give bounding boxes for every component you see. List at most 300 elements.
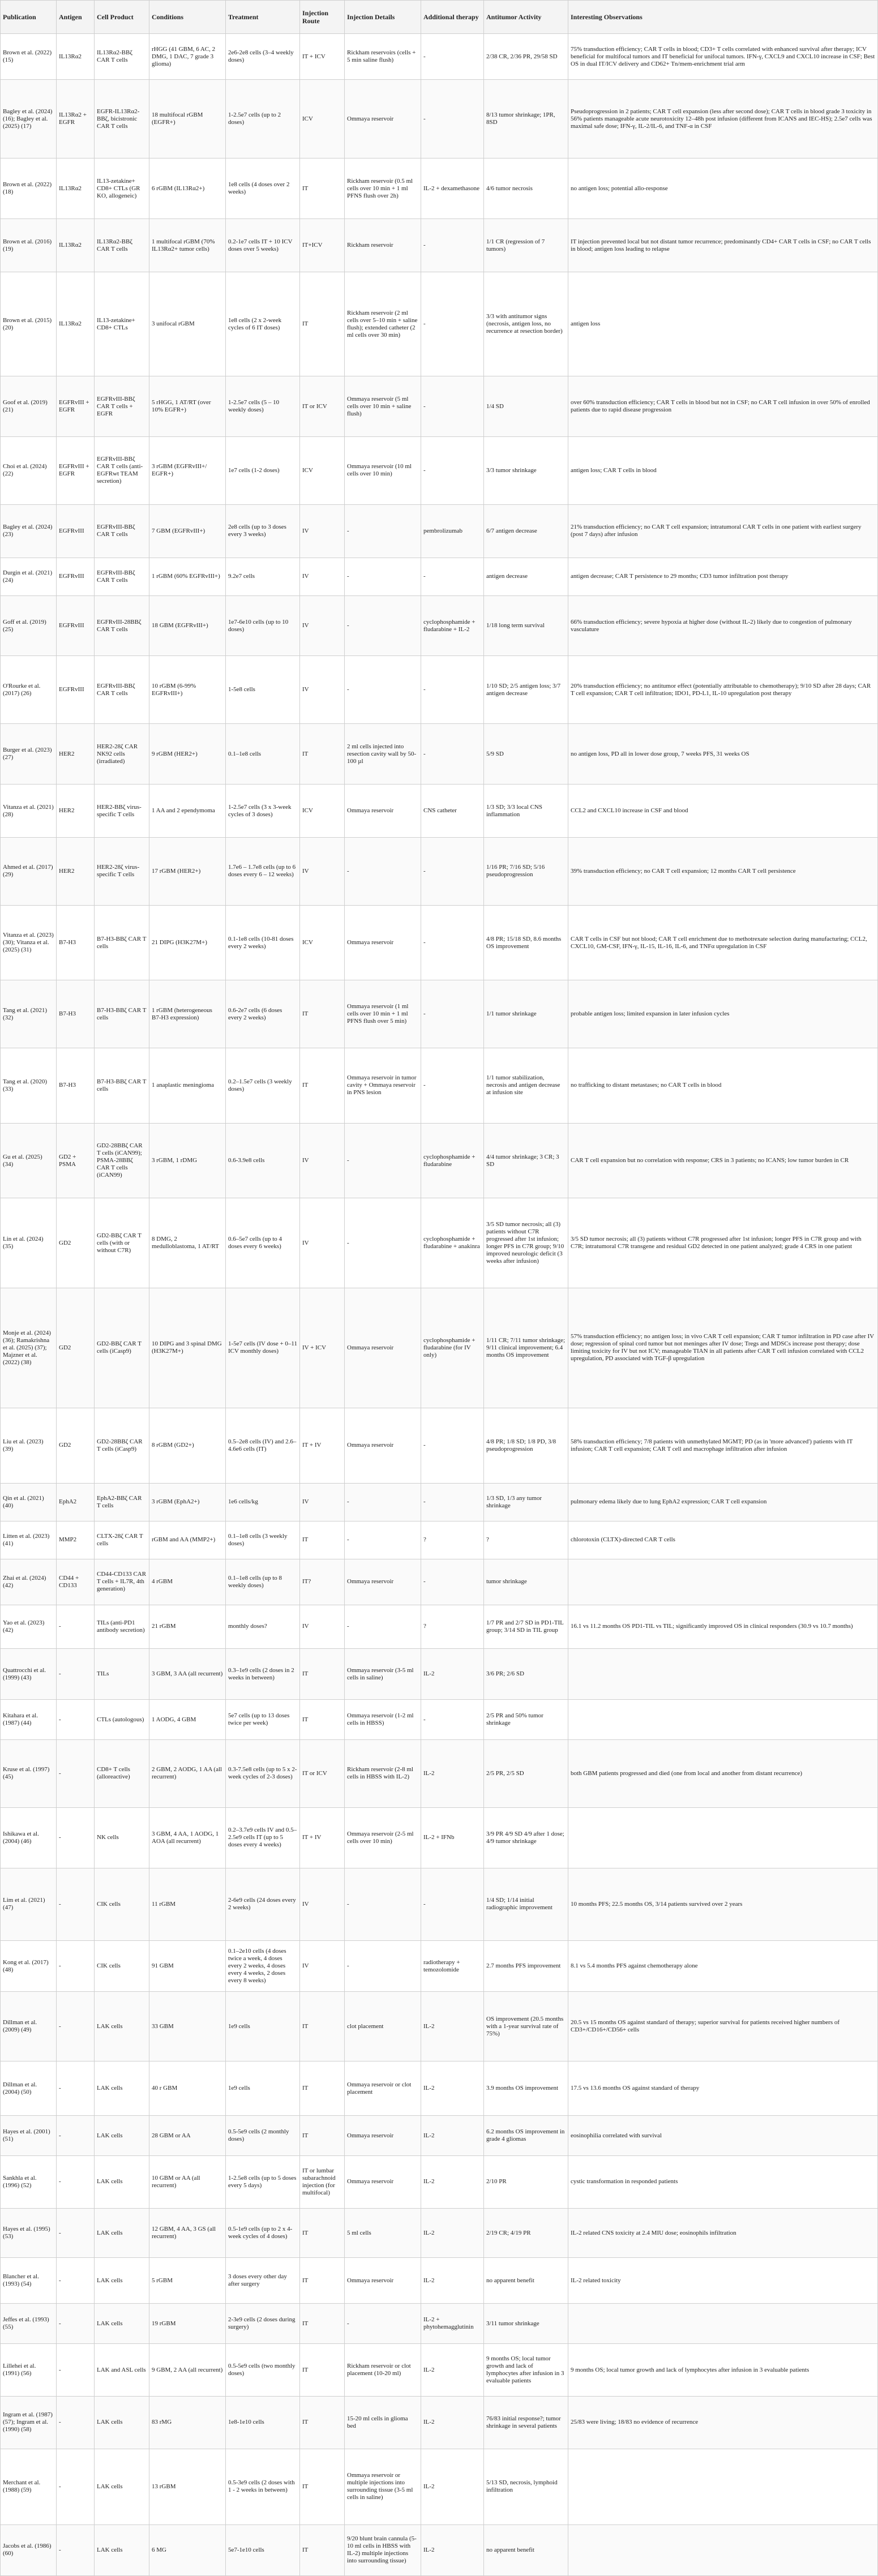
cell-conditions: 5 rGBM [149,2258,226,2304]
cell-publication: Qin et al. (2021) (40) [1,1483,57,1521]
cell-conditions: 9 GBM, 2 AA (all recurrent) [149,2344,226,2397]
cell-antitumor-activity: antigen decrease [484,558,568,595]
cell-antigen: CD44 + CD133 [57,1559,95,1605]
cell-antitumor-activity: 2/5 PR and 50% tumor shrinkage [484,1700,568,1740]
cell-injection-details: Rickham reservoir or clot placement (10-20 ml) [345,2344,421,2397]
cell-antitumor-activity: 5/9 SD [484,724,568,785]
cell-injection-route: IV [300,1605,345,1648]
cell-injection-route: IT [300,1521,345,1559]
cell-treatment: 0.1-1e8 cells (10-81 doses every 2 weeks) [226,905,300,980]
cell-antitumor-activity: 4/4 tumor shrinkage; 3 CR; 3 SD [484,1123,568,1198]
cell-conditions: 9 rGBM (HER2+) [149,724,226,785]
cell-cell-product: TILs [95,1649,149,1700]
cell-antigen: - [57,1700,95,1740]
cell-treatment: 0.1–1e8 cells [226,724,300,785]
cell-treatment: 2e6-2e8 cells (3–4 weekly doses) [226,34,300,80]
cell-publication: Bagley et al. (2024) (16); Bagley et al. (2025) (17) [1,80,57,158]
cell-injection-details: - [345,1198,421,1288]
table-row [1,80,878,158]
cell-conditions: 91 GBM [149,1941,226,1992]
cell-treatment: 0.3-7.5e8 cells (up to 5 x 2-week cycles of 2-3 doses) [226,1739,300,1807]
cell-cell-product: LAK cells [95,2304,149,2344]
cell-publication: Merchant et al. (1988) (59) [1,2449,57,2524]
cell-injection-details: - [345,838,421,906]
table-row [1,724,878,785]
cell-cell-product: GD2-BBζ CAR T cells (with or without C7R) [95,1198,149,1288]
column-header-conditions: Conditions [149,1,226,34]
cell-publication: Jeffes et al. (1993) (55) [1,2304,57,2344]
cell-interesting-observations: 8.1 vs 5.4 months PFS against chemotherapy alone [568,1941,878,1992]
cell-injection-details: - [345,1483,421,1521]
cell-additional-therapy: pembrolizumab [421,504,484,558]
cell-interesting-observations: 39% transduction efficiency; no CAR T cell expansion; 12 months CAR T cell persistence [568,838,878,906]
table-row [1,656,878,724]
cell-antitumor-activity: 3/3 with antitumor signs (necrosis, antigen loss, no recurrence at resection border) [484,272,568,376]
cell-publication: Litten et al. (2023) (41) [1,1521,57,1559]
cell-cell-product: B7-H3-BBζ CAR T cells [95,980,149,1048]
cell-cell-product: LAK cells [95,2061,149,2116]
table-row [1,1807,878,1868]
cell-additional-therapy: - [421,80,484,158]
cell-injection-route: IT [300,2396,345,2449]
cell-additional-therapy: IL-2 [421,2344,484,2397]
cell-conditions: rHGG (41 GBM, 6 AC, 2 DMG, 1 DAC, 7 grade 3 glioma) [149,34,226,80]
cell-injection-route: IT + IV [300,1807,345,1868]
cell-antitumor-activity: 2/5 PR, 2/5 SD [484,1739,568,1807]
cell-publication: Ishikawa et al. (2004) (46) [1,1807,57,1868]
table-row [1,436,878,504]
table-row [1,2304,878,2344]
cell-injection-route: IT [300,1992,345,2061]
cell-additional-therapy: - [421,1048,484,1124]
cell-publication: Kong et al. (2017) (48) [1,1941,57,1992]
cell-conditions: 21 DIPG (H3K27M+) [149,905,226,980]
cell-interesting-observations: antigen loss; CAR T cells in blood [568,436,878,504]
column-header-injection-details: Injection Details [345,1,421,34]
cell-publication: Vitanza et al. (2021) (28) [1,785,57,838]
cell-treatment: 0.1–1e8 cells (up to 8 weekly doses) [226,1559,300,1605]
cell-injection-details: - [345,656,421,724]
cell-antitumor-activity: 1/3 SD, 1/3 any tumor shrinkage [484,1483,568,1521]
table-row [1,504,878,558]
cell-antitumor-activity: 3/9 PR 4/9 SD 4/9 after 1 dose; 4/9 tumor shrinkage [484,1807,568,1868]
cell-antigen: HER2 [57,785,95,838]
cell-conditions: 2 GBM, 2 AODG, 1 AA (all recurrent) [149,1739,226,1807]
cell-interesting-observations: no antigen loss, PD all in lower dose group, 7 weeks PFS, 31 weeks OS [568,724,878,785]
cell-antigen: - [57,1807,95,1868]
cell-additional-therapy: cyclophosphamide + fludarabine [421,1123,484,1198]
cell-antigen: IL13Rα2 [57,219,95,272]
cell-publication: Bagley et al. (2024) (23) [1,504,57,558]
cell-cell-product: TILs (anti-PD1 antibody secretion) [95,1605,149,1648]
cell-publication: Tang et al. (2021) (32) [1,980,57,1048]
cell-conditions: 1 rGBM (60% EGFRvIII+) [149,558,226,595]
cell-interesting-observations: eosinophilia correlated with survival [568,2116,878,2156]
cell-interesting-observations: CCL2 and CXCL10 increase in CSF and blood [568,785,878,838]
cell-conditions: 4 rGBM [149,1559,226,1605]
cell-additional-therapy: IL-2 + IFNb [421,1807,484,1868]
cell-publication: Hayes et al. (2001) (51) [1,2116,57,2156]
cell-publication: Brown et al. (2022) (18) [1,158,57,219]
cell-additional-therapy: IL-2 + dexamethasone [421,158,484,219]
cell-injection-details: Ommaya reservoir (5 ml cells over 10 min + saline flush) [345,376,421,437]
cell-additional-therapy: cyclophosphamide + fludarabine (for IV only) [421,1288,484,1408]
cell-publication: Quattrocchi et al. (1999) (43) [1,1649,57,1700]
cell-treatment: 1.7e6 – 1.7e8 cells (up to 6 doses every 6 – 12 weeks) [226,838,300,906]
cell-cell-product: NK cells [95,1807,149,1868]
cell-antitumor-activity: 1/4 SD [484,376,568,437]
cell-antitumor-activity: 2/38 CR, 2/36 PR, 29/58 SD [484,34,568,80]
cell-antigen: HER2 [57,838,95,906]
cell-antitumor-activity: tumor shrinkage [484,1559,568,1605]
cell-injection-route: IT [300,1649,345,1700]
cell-cell-product: LAK cells [95,2116,149,2156]
cell-injection-details: Ommaya reservoir [345,2116,421,2156]
cell-additional-therapy: IL-2 [421,2156,484,2209]
cell-treatment: 1-2.5e8 cells (up to 5 doses every 5 days) [226,2156,300,2209]
cell-conditions: 3 unifocal rGBM [149,272,226,376]
cell-injection-details: Ommaya reservoir (3-5 ml cells in saline) [345,1649,421,1700]
cell-antitumor-activity: no apparent benefit [484,2524,568,2575]
cell-injection-details: - [345,595,421,656]
table-row [1,2116,878,2156]
cell-injection-details: Ommaya reservoir [345,1408,421,1484]
cell-cell-product: CLTX-28ζ CAR T cells [95,1521,149,1559]
cell-antigen: EGFRvIII [57,656,95,724]
cell-publication: Hayes et al. (1995) (53) [1,2208,57,2258]
table-row [1,595,878,656]
cell-publication: Goof et al. (2019) (21) [1,376,57,437]
cell-cell-product: LAK cells [95,2156,149,2209]
cell-treatment: 1e9 cells [226,2061,300,2116]
cell-conditions: 11 rGBM [149,1868,226,1941]
cell-interesting-observations: IL-2 related toxicity [568,2258,878,2304]
cell-treatment: 1-5e7 cells (IV dose + 0–11 ICV monthly doses) [226,1288,300,1408]
cell-publication: Brown et al. (2022) (15) [1,34,57,80]
cell-additional-therapy: - [421,838,484,906]
cell-antigen: - [57,2344,95,2397]
cell-interesting-observations: no antigen loss; potential allo-response [568,158,878,219]
cell-cell-product: HER2-28ζ virus-specific T cells [95,838,149,906]
cell-interesting-observations: 16.1 vs 11.2 months OS PD1-TIL vs TIL; significantly improved OS in clinical responders (30.9 vs 10.7 months) [568,1605,878,1648]
cell-cell-product: GD2-BBζ CAR T cells (iCasp9) [95,1288,149,1408]
cell-treatment: 0.2–1.5e7 cells (3 weekly doses) [226,1048,300,1124]
table-row [1,1649,878,1700]
cell-cell-product: IL13Rα2-BBζ CAR T cells [95,219,149,272]
cell-interesting-observations: 66% transduction efficiency; severe hypoxia at higher dose (without IL-2) likely due to congestion of pulmonary vasculature [568,595,878,656]
cell-antigen: EGFRvIII [57,504,95,558]
cell-antitumor-activity: 1/11 CR; 7/11 tumor shrinkage; 9/11 clinical improvement; 6.4 months OS improvement [484,1288,568,1408]
cell-publication: Lillehei et al. (1991) (56) [1,2344,57,2397]
cell-publication: Blancher et al. (1993) (54) [1,2258,57,2304]
cell-injection-route: IV [300,838,345,906]
cell-conditions: 1 rGBM (heterogeneous B7-H3 expression) [149,980,226,1048]
cell-publication: Durgin et al. (2021) (24) [1,558,57,595]
cell-treatment: 1e7-6e10 cells (up to 10 doses) [226,595,300,656]
cell-cell-product: EGFRvIII-BBζ CAR T cells [95,656,149,724]
cell-antitumor-activity: 1/1 tumor stabilization, necrosis and antigen decrease at infusion site [484,1048,568,1124]
column-header-publication: Publication [1,1,57,34]
cell-additional-therapy: IL-2 [421,2449,484,2524]
cell-conditions: 19 rGBM [149,2304,226,2344]
cell-cell-product: IL13Rα2-BBζ CAR T cells [95,34,149,80]
cell-antigen: IL13Rα2 [57,272,95,376]
cell-injection-details: 9/20 blunt brain cannula (5-10 ml cells in HBSS with IL-2) multiple injections into surrounding tissue) [345,2524,421,2575]
cell-injection-details: 5 ml cells [345,2208,421,2258]
cell-publication: O'Rourke et al. (2017) (26) [1,656,57,724]
cell-injection-details: Ommaya reservoir [345,1288,421,1408]
cell-injection-details: Ommaya reservoir in tumor cavity + Ommaya reservoir in PNS lesion [345,1048,421,1124]
cell-treatment: 0.5-5e9 cells (2 monthly doses) [226,2116,300,2156]
cell-treatment: 0.5-5e9 cells (two monthly doses) [226,2344,300,2397]
cell-cell-product: EGFRvIII-BBζ CAR T cells (anti-EGFRwt TEAM secretion) [95,436,149,504]
table-row [1,2061,878,2116]
cell-additional-therapy: - [421,34,484,80]
cell-cell-product: LAK cells [95,2396,149,2449]
cell-injection-details: clot placement [345,1992,421,2061]
table-body [1,34,878,2576]
cell-antitumor-activity: 1/3 SD; 3/3 local CNS inflammation [484,785,568,838]
cell-injection-details: - [345,558,421,595]
cell-cell-product: CD44-CD133 CAR T cells + IL7R, 4th generation) [95,1559,149,1605]
cell-treatment: 5e7-1e10 cells [226,2524,300,2575]
cell-injection-route: IT [300,272,345,376]
cell-injection-route: IT [300,2208,345,2258]
cell-publication: Kruse et al. (1997) (45) [1,1739,57,1807]
cell-conditions: 3 GBM, 3 AA (all recurrent) [149,1649,226,1700]
cell-antigen: GD2 [57,1288,95,1408]
cell-treatment: 1e8 cells (2 x 2-week cycles of 6 IT doses) [226,272,300,376]
cell-interesting-observations [568,1559,878,1605]
cell-treatment: 1e9 cells [226,1992,300,2061]
cell-treatment: 1-2.5e7 cells (up to 2 doses) [226,80,300,158]
cell-cell-product: B7-H3-BBζ CAR T cells [95,1048,149,1124]
cell-antigen: - [57,2396,95,2449]
cell-conditions: 3 rGBM, 1 rDMG [149,1123,226,1198]
cell-cell-product: B7-H3-BBζ CAR T cells [95,905,149,980]
cell-publication: Monje et al. (2024) (36); Ramakrishna et al. (2025) (37); Majzner et al. (2022) (38) [1,1288,57,1408]
table-row [1,838,878,906]
cell-antitumor-activity: 5/13 SD, necrosis, lymphoid infiltration [484,2449,568,2524]
table-row [1,2156,878,2209]
cell-additional-therapy: IL-2 [421,2524,484,2575]
cell-antitumor-activity: 3/11 tumor shrinkage [484,2304,568,2344]
cell-injection-details: Ommaya reservoir (1 ml cells over 10 min + 1 ml PFNS flush over 5 min) [345,980,421,1048]
table-row [1,1288,878,1408]
cell-additional-therapy: - [421,376,484,437]
cell-additional-therapy: cyclophosphamide + fludarabine + IL-2 [421,595,484,656]
cell-antitumor-activity: 1/1 tumor shrinkage [484,980,568,1048]
cell-antitumor-activity: no apparent benefit [484,2258,568,2304]
table-row [1,1605,878,1648]
cell-conditions: 3 rGBM (EGFRvIII+/ EGFR+) [149,436,226,504]
cell-antigen: B7-H3 [57,1048,95,1124]
cell-treatment: 2e8 cells (up to 3 doses every 3 weeks) [226,504,300,558]
cell-antitumor-activity: 2/10 PR [484,2156,568,2209]
cell-interesting-observations: chlorotoxin (CLTX)-directed CAR T cells [568,1521,878,1559]
cell-antigen: - [57,2304,95,2344]
cell-cell-product: IL13-zetakine+ CD8+ CTLs [95,272,149,376]
cell-injection-route: IT [300,1700,345,1740]
cell-injection-details: Rickham reservoir (2-8 ml cells in HBSS with IL-2) [345,1739,421,1807]
cell-interesting-observations [568,1649,878,1700]
table-row [1,1123,878,1198]
cell-interesting-observations [568,2304,878,2344]
cell-injection-details: Rickham reservoir [345,219,421,272]
cell-interesting-observations: CAR T cells in CSF but not blood; CAR T cell enrichment due to methotrexate selection during manufacturing; CCL2, CXCL10, GM-CSF, IFN-γ, IL-15, IL-16, IL-6, and TNFα upregulation in CSF [568,905,878,980]
column-header-additional-therapy: Additional therapy [421,1,484,34]
cell-injection-details: - [345,1868,421,1941]
cell-cell-product: EGFRvIII-BBζ CAR T cells [95,504,149,558]
cell-conditions: 33 GBM [149,1992,226,2061]
cell-antigen: - [57,2061,95,2116]
cell-interesting-observations: 25/83 were living; 18/83 no evidence of recurrence [568,2396,878,2449]
table-row [1,1483,878,1521]
cell-antigen: GD2 [57,1408,95,1484]
cell-additional-therapy: IL-2 [421,2208,484,2258]
cell-injection-route: ICV [300,905,345,980]
cell-interesting-observations: cystic transformation in responded patients [568,2156,878,2209]
cell-interesting-observations: 3/5 SD tumor necrosis; all (3) patients without C7R progressed after 1st infusion; longer PFS in C7R group and with C7R; intratumoral C7R transgene and residual GD2 detected in one patient analyzed; grade 4 CRS in one patient [568,1198,878,1288]
cell-interesting-observations [568,2449,878,2524]
cell-injection-details: Ommaya reservoir or multiple injections into surrounding tissue (3-5 ml cells in saline) [345,2449,421,2524]
cell-injection-details: - [345,1521,421,1559]
cell-conditions: 7 GBM (EGFRvIII+) [149,504,226,558]
cell-treatment: 2-6e9 cells (24 doses every 2 weeks) [226,1868,300,1941]
cell-antigen: MMP2 [57,1521,95,1559]
cell-conditions: 10 rGBM (6-99% EGFRvIII+) [149,656,226,724]
cell-conditions: 1 anaplastic meningioma [149,1048,226,1124]
cell-interesting-observations: 21% transduction efficiency; no CAR T cell expansion; intratumoral CAR T cells in one patient with earliest surgery (post 7 days) after infusion [568,504,878,558]
cell-additional-therapy: cyclophosphamide + fludarabine + anakinra [421,1198,484,1288]
cell-treatment: 0.5-3e9 cells (2 doses with 1 - 2 weeks in between) [226,2449,300,2524]
cell-conditions: 18 multifocal rGBM (EGFR+) [149,80,226,158]
cell-antigen: EGFRvIII + EGFR [57,376,95,437]
cell-injection-route: IT [300,980,345,1048]
cell-conditions: 1 AA and 2 ependymoma [149,785,226,838]
cell-antigen: - [57,1868,95,1941]
table-row [1,1408,878,1484]
cell-interesting-observations: 17.5 vs 13.6 months OS against standard of therapy [568,2061,878,2116]
cell-conditions: 10 DIPG and 3 spinal DMG (H3K27M+) [149,1288,226,1408]
cell-publication: Brown et al. (2015) (20) [1,272,57,376]
cell-cell-product: EGFR-IL13Rα2-BBζ, bicistronic CAR T cells [95,80,149,158]
table-header-row [1,1,878,34]
cell-treatment: 9.2e7 cells [226,558,300,595]
cell-publication: Ahmed et al. (2017) (29) [1,838,57,906]
cell-treatment: 0.2-1e7 cells IT + 10 ICV doses over 5 weeks) [226,219,300,272]
cell-antigen: HER2 [57,724,95,785]
cell-interesting-observations: antigen loss [568,272,878,376]
cell-additional-therapy: - [421,219,484,272]
cell-cell-product: CTLs (autologous) [95,1700,149,1740]
cell-antitumor-activity: 6.2 months OS improvement in grade 4 gliomas [484,2116,568,2156]
cell-cell-product: CIK cells [95,1941,149,1992]
cell-treatment: 1-2.5e7 cells (3 x 3-week cycles of 3 doses) [226,785,300,838]
cell-injection-details: Rickham reservoir (2 ml cells over 5–10 min + saline flush); extended catheter (2 ml cells over 30 min) [345,272,421,376]
cell-injection-details: - [345,1123,421,1198]
cell-injection-route: IV [300,595,345,656]
cell-injection-route: IV [300,1198,345,1288]
cell-injection-route: IV [300,1483,345,1521]
cell-injection-details: - [345,504,421,558]
cell-injection-route: IT [300,2258,345,2304]
cell-antigen: EGFRvIII [57,595,95,656]
cell-antitumor-activity: 6/7 antigen decrease [484,504,568,558]
cell-cell-product: LAK cells [95,2258,149,2304]
table-row [1,1941,878,1992]
cell-injection-route: IV [300,1868,345,1941]
cell-treatment: 0.3–1e9 cells (2 doses in 2 weeks in between) [226,1649,300,1700]
cell-cell-product: HER2-BBζ virus-specific T cells [95,785,149,838]
cell-antitumor-activity: 3.9 months OS improvement [484,2061,568,2116]
cell-additional-therapy: - [421,905,484,980]
cell-injection-details: - [345,1605,421,1648]
cell-treatment: 0.5-1e9 cells (up to 2 x 4-week cycles of 4 doses) [226,2208,300,2258]
cell-publication: Vitanza et al. (2023) (30); Vitanza et al. (2025) (31) [1,905,57,980]
cell-injection-route: ICV [300,785,345,838]
table-row [1,2258,878,2304]
cell-conditions: 5 rHGG, 1 AT/RT (over 10% EGFR+) [149,376,226,437]
cell-treatment: 1e8-1e10 cells [226,2396,300,2449]
cell-treatment: 1e6 cells/kg [226,1483,300,1521]
cell-antitumor-activity: 4/6 tumor necrosis [484,158,568,219]
cell-additional-therapy: IL-2 + phytohemagglutinin [421,2304,484,2344]
cell-interesting-observations: over 60% transduction efficiency; CAR T cells in blood but not in CSF; no CAR T cell infusion in over 50% of enrolled patients due to rapid disease progression [568,376,878,437]
cell-conditions: 8 DMG, 2 medulloblastoma, 1 AT/RT [149,1198,226,1288]
cell-treatment: monthly doses? [226,1605,300,1648]
cell-cell-product: EGFRvIII-28BBζ CAR T cells [95,595,149,656]
cell-additional-therapy: IL-2 [421,1739,484,1807]
cell-conditions: 12 GBM, 4 AA, 3 GS (all recurrent) [149,2208,226,2258]
cell-cell-product: EGFRvIII-BBζ CAR T cells + EGFR [95,376,149,437]
cell-injection-route: IT or ICV [300,1739,345,1807]
cell-injection-route: IV [300,504,345,558]
cell-conditions: 83 rMG [149,2396,226,2449]
cell-additional-therapy: ? [421,1521,484,1559]
cell-interesting-observations: no trafficking to distant metastases; no CAR T cells in blood [568,1048,878,1124]
cell-additional-therapy: IL-2 [421,2061,484,2116]
cell-additional-therapy: - [421,724,484,785]
cell-injection-details: Ommaya reservoir [345,1559,421,1605]
cell-conditions: 18 GBM (EGFRvIII+) [149,595,226,656]
column-header-treatment: Treatment [226,1,300,34]
cell-additional-therapy: - [421,1868,484,1941]
cell-antigen: - [57,1739,95,1807]
cell-conditions: 21 rGBM [149,1605,226,1648]
cell-publication: Liu et al. (2023) (39) [1,1408,57,1484]
table-row [1,2524,878,2575]
column-header-cell-product: Cell Product [95,1,149,34]
cell-conditions: 13 rGBM [149,2449,226,2524]
cell-injection-route: IV [300,1941,345,1992]
cell-antigen: - [57,1992,95,2061]
table-row [1,219,878,272]
cell-conditions: 6 MG [149,2524,226,2575]
cell-publication: Brown et al. (2016) (19) [1,219,57,272]
cell-injection-route: IT+ICV [300,219,345,272]
cell-antitumor-activity: 2.7 months PFS improvement [484,1941,568,1992]
cell-antigen: EphA2 [57,1483,95,1521]
cell-conditions: 6 rGBM (IL13Rα2+) [149,158,226,219]
cell-additional-therapy: - [421,1559,484,1605]
table-row [1,1739,878,1807]
cell-injection-route: IT [300,1048,345,1124]
cell-cell-product: HER2-28ζ CAR NK92 cells (irradiated) [95,724,149,785]
cell-injection-details: Ommaya reservoir (10 ml cells over 10 min) [345,436,421,504]
cell-injection-details: Ommaya reservoir [345,2258,421,2304]
cell-injection-route: IT [300,2116,345,2156]
